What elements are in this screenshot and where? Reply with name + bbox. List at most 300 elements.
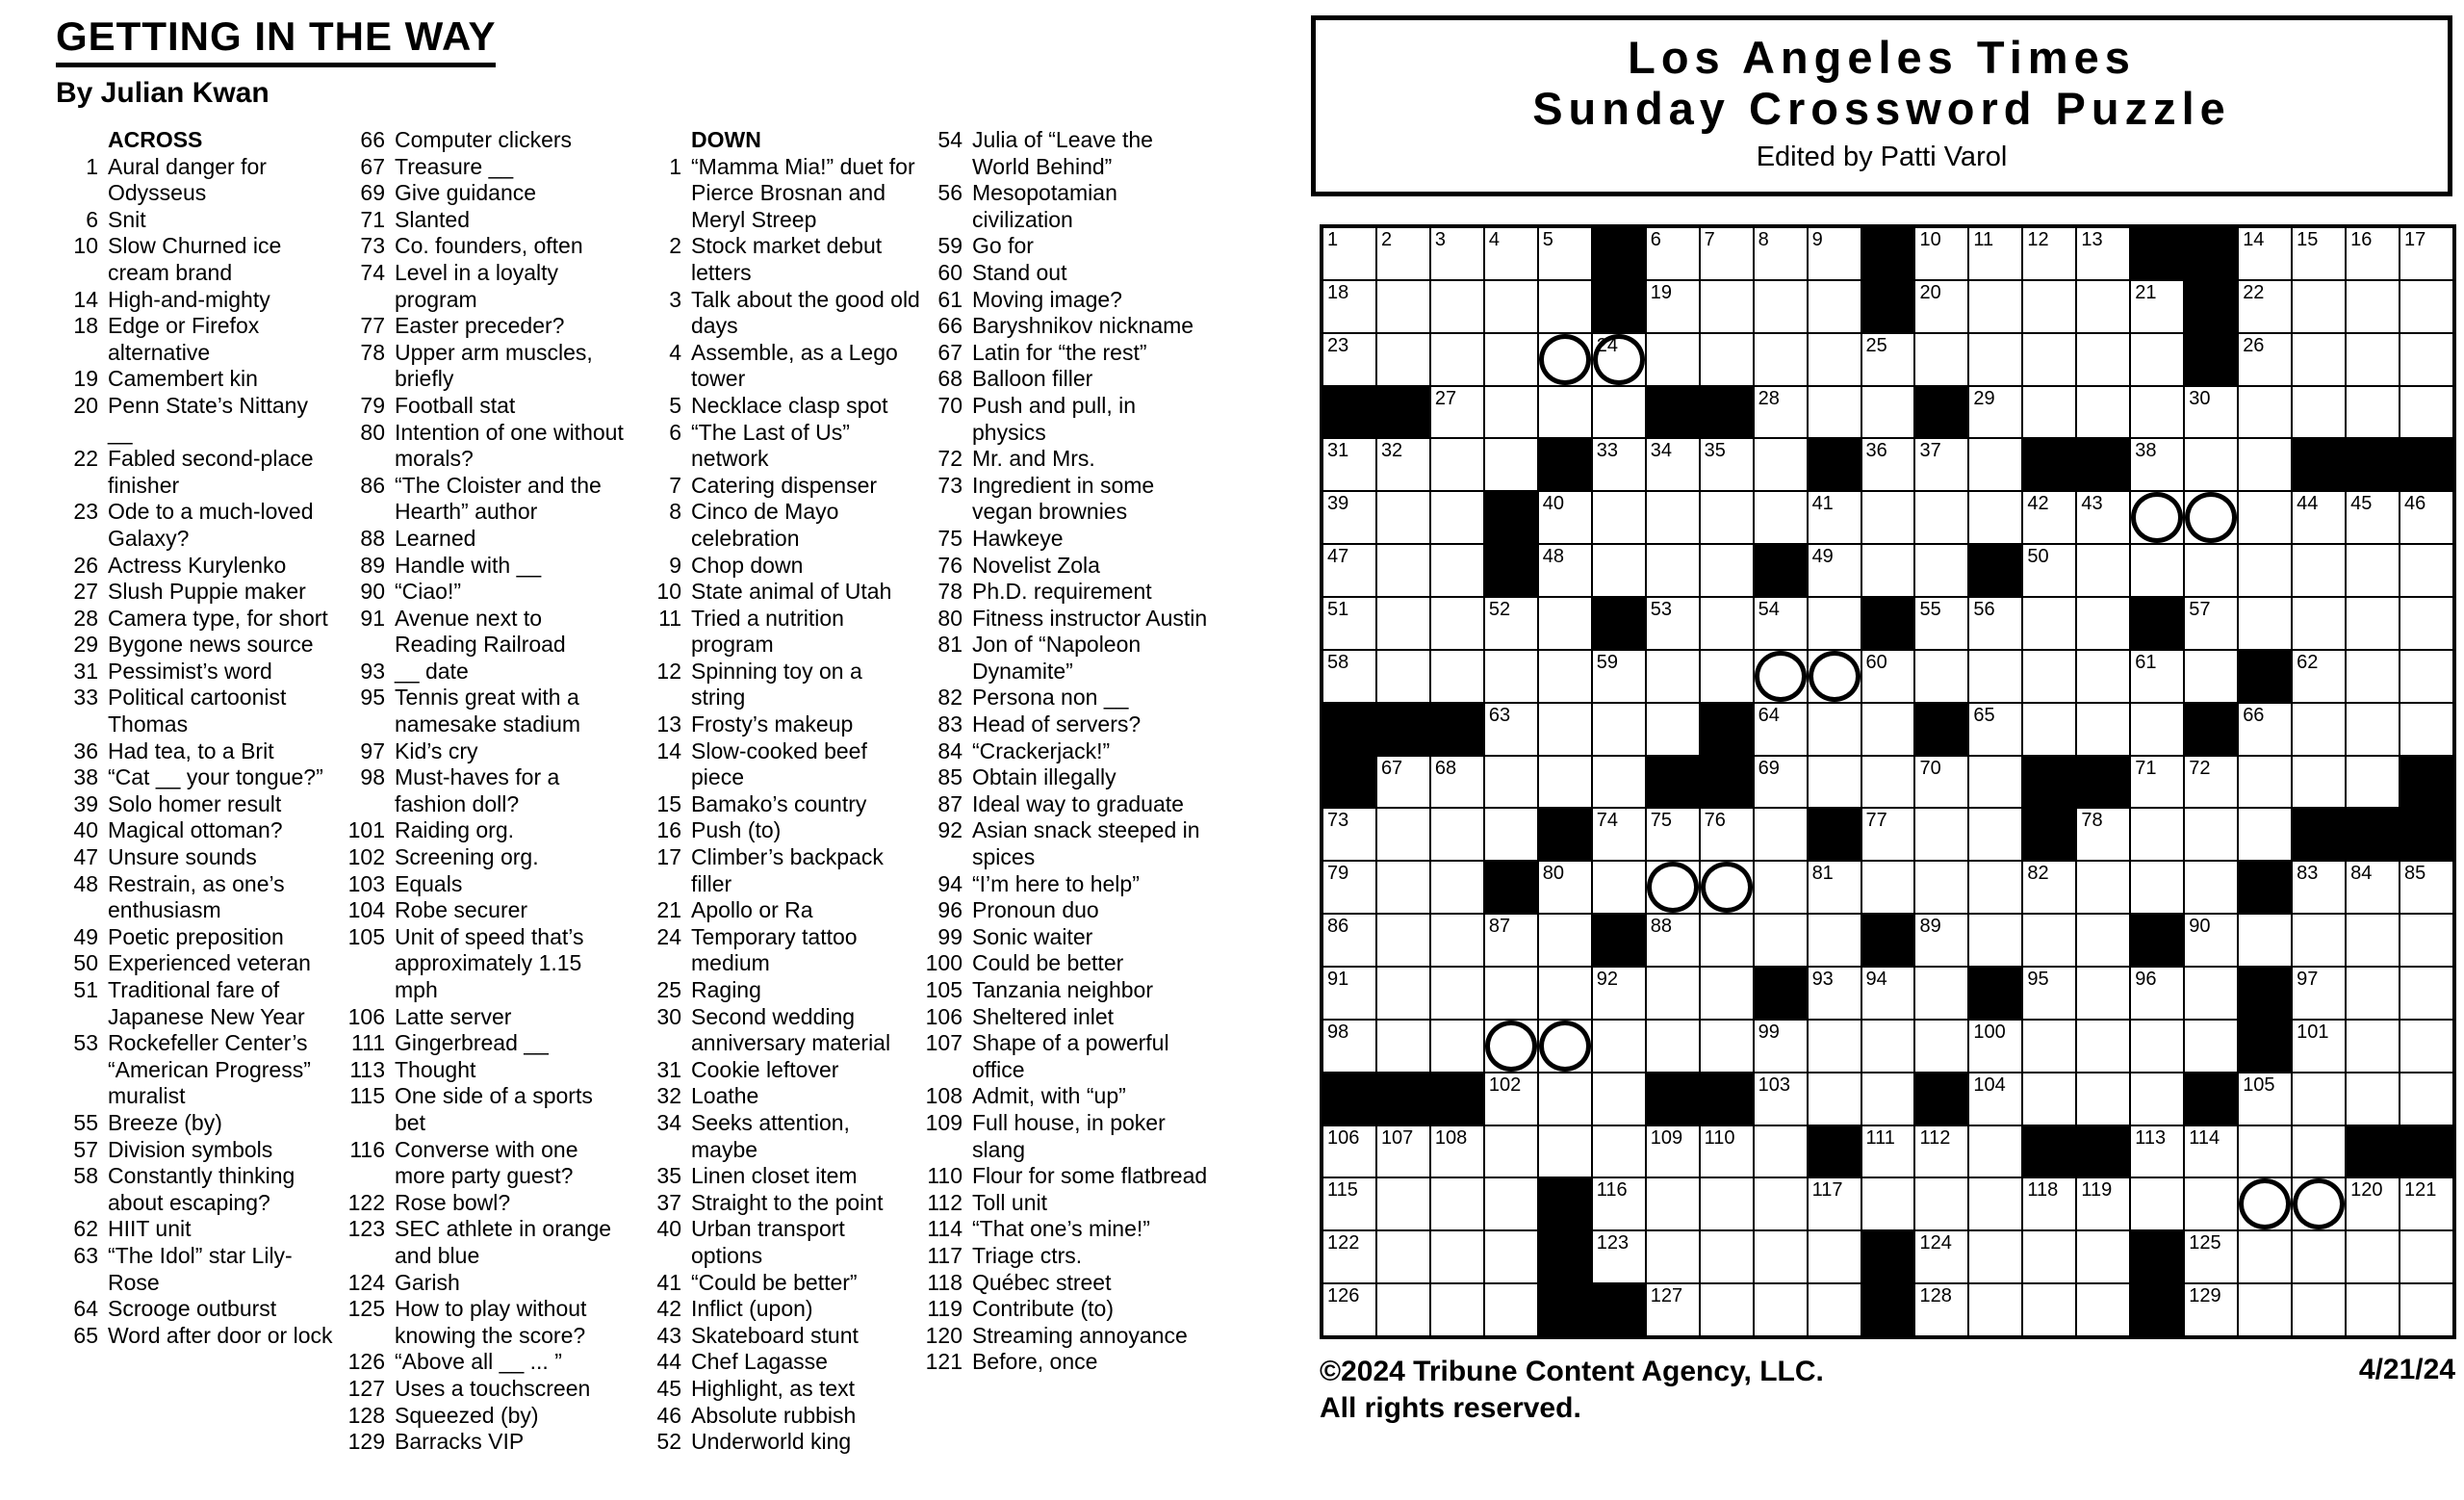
grid-cell[interactable] [2076, 914, 2130, 967]
grid-cell[interactable] [1376, 544, 1430, 597]
grid-cell[interactable] [1861, 756, 1915, 809]
grid-cell[interactable] [2292, 1283, 2346, 1336]
grid-cell[interactable] [1968, 703, 2022, 756]
grid-cell[interactable] [1914, 1177, 1968, 1230]
grid-cell[interactable] [1968, 861, 2022, 914]
grid-cell[interactable] [1484, 1020, 1538, 1073]
grid-cell[interactable] [1808, 1230, 1861, 1283]
grid-cell[interactable] [1592, 1020, 1646, 1073]
grid-cell[interactable] [2292, 544, 2346, 597]
grid-cell[interactable] [1861, 967, 1915, 1020]
grid-cell[interactable] [1484, 438, 1538, 491]
grid-cell[interactable] [1538, 597, 1592, 650]
grid-cell[interactable] [1646, 650, 1700, 703]
grid-cell[interactable] [1592, 1177, 1646, 1230]
grid-cell[interactable] [1808, 861, 1861, 914]
grid-cell[interactable] [2130, 1177, 2184, 1230]
grid-cell[interactable] [1484, 386, 1538, 439]
grid-cell[interactable] [1861, 386, 1915, 439]
grid-cell[interactable] [1968, 333, 2022, 386]
grid-cell[interactable] [2346, 544, 2400, 597]
grid-cell[interactable] [1968, 756, 2022, 809]
grid-cell[interactable] [1968, 597, 2022, 650]
grid-cell[interactable] [1861, 333, 1915, 386]
grid-cell[interactable] [2184, 650, 2238, 703]
grid-cell[interactable] [2292, 861, 2346, 914]
grid-cell[interactable] [2400, 1177, 2453, 1230]
grid-cell[interactable] [1700, 967, 1754, 1020]
grid-cell[interactable] [2346, 597, 2400, 650]
grid-cell[interactable] [2184, 914, 2238, 967]
grid-cell[interactable] [2346, 227, 2400, 280]
grid-cell[interactable] [1646, 1283, 1700, 1336]
grid-cell[interactable] [1700, 1283, 1754, 1336]
grid-cell[interactable] [1646, 861, 1700, 914]
grid-cell[interactable] [1322, 333, 1376, 386]
grid-cell[interactable] [1376, 597, 1430, 650]
grid-cell[interactable] [1914, 650, 1968, 703]
grid-cell[interactable] [2022, 861, 2076, 914]
grid-cell[interactable] [1808, 1073, 1861, 1125]
grid-cell[interactable] [1861, 1125, 1915, 1178]
grid-cell[interactable] [1808, 280, 1861, 333]
grid-cell[interactable] [1914, 914, 1968, 967]
grid-cell[interactable] [1754, 1020, 1808, 1073]
grid-cell[interactable] [2022, 1230, 2076, 1283]
grid-cell[interactable] [1322, 808, 1376, 861]
grid-cell[interactable] [1808, 967, 1861, 1020]
grid-cell[interactable] [1322, 1230, 1376, 1283]
grid-cell[interactable] [1700, 491, 1754, 544]
grid-cell[interactable] [2346, 491, 2400, 544]
grid-cell[interactable] [1538, 280, 1592, 333]
grid-cell[interactable] [2184, 597, 2238, 650]
grid-cell[interactable] [2292, 1177, 2346, 1230]
grid-cell[interactable] [2130, 1020, 2184, 1073]
grid-cell[interactable] [1322, 1020, 1376, 1073]
grid-cell[interactable] [1914, 808, 1968, 861]
grid-cell[interactable] [1808, 756, 1861, 809]
grid-cell[interactable] [2022, 227, 2076, 280]
grid-cell[interactable] [2400, 967, 2453, 1020]
grid-cell[interactable] [2346, 1020, 2400, 1073]
grid-cell[interactable] [1700, 1230, 1754, 1283]
grid-cell[interactable] [2184, 1177, 2238, 1230]
grid-cell[interactable] [1700, 914, 1754, 967]
grid-cell[interactable] [2238, 227, 2292, 280]
grid-cell[interactable] [1376, 438, 1430, 491]
grid-cell[interactable] [1754, 597, 1808, 650]
grid-cell[interactable] [1322, 1283, 1376, 1336]
grid-cell[interactable] [1484, 703, 1538, 756]
grid-cell[interactable] [2346, 756, 2400, 809]
grid-cell[interactable] [1592, 386, 1646, 439]
grid-cell[interactable] [1322, 1125, 1376, 1178]
grid-cell[interactable] [2238, 1230, 2292, 1283]
grid-cell[interactable] [1646, 703, 1700, 756]
grid-cell[interactable] [2292, 1230, 2346, 1283]
grid-cell[interactable] [2400, 1073, 2453, 1125]
grid-cell[interactable] [1376, 1230, 1430, 1283]
grid-cell[interactable] [1592, 333, 1646, 386]
grid-cell[interactable] [1484, 756, 1538, 809]
grid-cell[interactable] [2238, 438, 2292, 491]
grid-cell[interactable] [1430, 808, 1484, 861]
grid-cell[interactable] [2076, 703, 2130, 756]
grid-cell[interactable] [2292, 333, 2346, 386]
grid-cell[interactable] [2400, 386, 2453, 439]
grid-cell[interactable] [2130, 650, 2184, 703]
grid-cell[interactable] [1968, 438, 2022, 491]
grid-cell[interactable] [2238, 808, 2292, 861]
grid-cell[interactable] [2076, 808, 2130, 861]
grid-cell[interactable] [1430, 914, 1484, 967]
grid-cell[interactable] [1646, 808, 1700, 861]
grid-cell[interactable] [1430, 967, 1484, 1020]
grid-cell[interactable] [1968, 650, 2022, 703]
grid-cell[interactable] [2130, 861, 2184, 914]
grid-cell[interactable] [1700, 1020, 1754, 1073]
grid-cell[interactable] [1808, 227, 1861, 280]
grid-cell[interactable] [1968, 227, 2022, 280]
grid-cell[interactable] [1914, 861, 1968, 914]
grid-cell[interactable] [1700, 650, 1754, 703]
grid-cell[interactable] [2184, 1283, 2238, 1336]
grid-cell[interactable] [1484, 1230, 1538, 1283]
grid-cell[interactable] [1376, 227, 1430, 280]
grid-cell[interactable] [1538, 1073, 1592, 1125]
grid-cell[interactable] [1430, 386, 1484, 439]
grid-cell[interactable] [1700, 544, 1754, 597]
grid-cell[interactable] [2076, 1020, 2130, 1073]
grid-cell[interactable] [1754, 333, 1808, 386]
grid-cell[interactable] [1430, 1230, 1484, 1283]
grid-cell[interactable] [1322, 491, 1376, 544]
grid-cell[interactable] [1754, 1125, 1808, 1178]
grid-cell[interactable] [1968, 914, 2022, 967]
grid-cell[interactable] [1484, 650, 1538, 703]
grid-cell[interactable] [1700, 438, 1754, 491]
grid-cell[interactable] [2400, 650, 2453, 703]
grid-cell[interactable] [2292, 967, 2346, 1020]
grid-cell[interactable] [2400, 491, 2453, 544]
grid-cell[interactable] [1914, 1283, 1968, 1336]
grid-cell[interactable] [2076, 491, 2130, 544]
grid-cell[interactable] [1700, 1125, 1754, 1178]
grid-cell[interactable] [1484, 333, 1538, 386]
grid-cell[interactable] [1700, 1177, 1754, 1230]
grid-cell[interactable] [1430, 227, 1484, 280]
grid-cell[interactable] [1376, 1283, 1430, 1336]
grid-cell[interactable] [2022, 1073, 2076, 1125]
grid-cell[interactable] [1914, 1230, 1968, 1283]
grid-cell[interactable] [1430, 438, 1484, 491]
grid-cell[interactable] [1754, 1283, 1808, 1336]
grid-cell[interactable] [1646, 280, 1700, 333]
grid-cell[interactable] [2346, 650, 2400, 703]
grid-cell[interactable] [1861, 438, 1915, 491]
grid-cell[interactable] [2292, 227, 2346, 280]
grid-cell[interactable] [1700, 808, 1754, 861]
grid-cell[interactable] [2238, 1177, 2292, 1230]
grid-cell[interactable] [1322, 280, 1376, 333]
grid-cell[interactable] [1322, 914, 1376, 967]
grid-cell[interactable] [2184, 756, 2238, 809]
grid-cell[interactable] [1430, 756, 1484, 809]
grid-cell[interactable] [1808, 1177, 1861, 1230]
grid-cell[interactable] [1808, 703, 1861, 756]
grid-cell[interactable] [1592, 756, 1646, 809]
grid-cell[interactable] [2292, 1073, 2346, 1125]
grid-cell[interactable] [1754, 650, 1808, 703]
grid-cell[interactable] [1484, 227, 1538, 280]
grid-cell[interactable] [1861, 650, 1915, 703]
grid-cell[interactable] [1376, 1177, 1430, 1230]
grid-cell[interactable] [1808, 386, 1861, 439]
grid-cell[interactable] [2400, 861, 2453, 914]
grid-cell[interactable] [1914, 967, 1968, 1020]
grid-cell[interactable] [1914, 491, 1968, 544]
grid-cell[interactable] [2184, 1125, 2238, 1178]
grid-cell[interactable] [2076, 227, 2130, 280]
grid-cell[interactable] [1914, 544, 1968, 597]
grid-cell[interactable] [1322, 1177, 1376, 1230]
grid-cell[interactable] [2130, 386, 2184, 439]
grid-cell[interactable] [1808, 914, 1861, 967]
grid-cell[interactable] [2292, 914, 2346, 967]
grid-cell[interactable] [2076, 1073, 2130, 1125]
grid-cell[interactable] [2238, 1125, 2292, 1178]
grid-cell[interactable] [1861, 1177, 1915, 1230]
grid-cell[interactable] [2346, 1073, 2400, 1125]
grid-cell[interactable] [2346, 703, 2400, 756]
grid-cell[interactable] [2184, 438, 2238, 491]
grid-cell[interactable] [1538, 386, 1592, 439]
grid-cell[interactable] [1538, 914, 1592, 967]
grid-cell[interactable] [1484, 914, 1538, 967]
grid-cell[interactable] [2238, 914, 2292, 967]
grid-cell[interactable] [2292, 1125, 2346, 1178]
grid-cell[interactable] [1430, 333, 1484, 386]
grid-cell[interactable] [1861, 491, 1915, 544]
grid-cell[interactable] [1322, 438, 1376, 491]
grid-cell[interactable] [1538, 491, 1592, 544]
grid-cell[interactable] [2022, 280, 2076, 333]
grid-cell[interactable] [1700, 861, 1754, 914]
grid-cell[interactable] [1376, 333, 1430, 386]
grid-cell[interactable] [1376, 1125, 1430, 1178]
grid-cell[interactable] [1430, 491, 1484, 544]
grid-cell[interactable] [1968, 1020, 2022, 1073]
grid-cell[interactable] [2184, 808, 2238, 861]
grid-cell[interactable] [1592, 1073, 1646, 1125]
grid-cell[interactable] [1592, 808, 1646, 861]
grid-cell[interactable] [2076, 280, 2130, 333]
grid-cell[interactable] [1376, 914, 1430, 967]
grid-cell[interactable] [1808, 1283, 1861, 1336]
grid-cell[interactable] [1538, 544, 1592, 597]
grid-cell[interactable] [2130, 1125, 2184, 1178]
grid-cell[interactable] [1914, 597, 1968, 650]
grid-cell[interactable] [1968, 808, 2022, 861]
grid-cell[interactable] [1861, 703, 1915, 756]
grid-cell[interactable] [2238, 1073, 2292, 1125]
grid-cell[interactable] [1646, 333, 1700, 386]
grid-cell[interactable] [1861, 1020, 1915, 1073]
grid-cell[interactable] [1754, 808, 1808, 861]
grid-cell[interactable] [1430, 544, 1484, 597]
grid-cell[interactable] [1646, 967, 1700, 1020]
grid-cell[interactable] [2346, 1230, 2400, 1283]
grid-cell[interactable] [1538, 1125, 1592, 1178]
grid-cell[interactable] [1376, 491, 1430, 544]
grid-cell[interactable] [1808, 491, 1861, 544]
grid-cell[interactable] [2022, 333, 2076, 386]
grid-cell[interactable] [2184, 491, 2238, 544]
grid-cell[interactable] [1592, 1125, 1646, 1178]
grid-cell[interactable] [2292, 597, 2346, 650]
grid-cell[interactable] [2076, 386, 2130, 439]
grid-cell[interactable] [2184, 1230, 2238, 1283]
grid-cell[interactable] [1484, 1283, 1538, 1336]
grid-cell[interactable] [2184, 1020, 2238, 1073]
grid-cell[interactable] [2130, 491, 2184, 544]
grid-cell[interactable] [1538, 967, 1592, 1020]
grid-cell[interactable] [1484, 967, 1538, 1020]
grid-cell[interactable] [2022, 597, 2076, 650]
grid-cell[interactable] [1430, 280, 1484, 333]
grid-cell[interactable] [1376, 808, 1430, 861]
grid-cell[interactable] [2022, 914, 2076, 967]
grid-cell[interactable] [1646, 1230, 1700, 1283]
grid-cell[interactable] [1861, 1073, 1915, 1125]
grid-cell[interactable] [1754, 914, 1808, 967]
grid-cell[interactable] [1808, 544, 1861, 597]
grid-cell[interactable] [2076, 544, 2130, 597]
grid-cell[interactable] [1322, 650, 1376, 703]
grid-cell[interactable] [2346, 386, 2400, 439]
grid-cell[interactable] [2346, 1283, 2400, 1336]
grid-cell[interactable] [2292, 703, 2346, 756]
grid-cell[interactable] [1592, 967, 1646, 1020]
grid-cell[interactable] [2076, 1283, 2130, 1336]
grid-cell[interactable] [1376, 1020, 1430, 1073]
grid-cell[interactable] [1430, 1020, 1484, 1073]
grid-cell[interactable] [2130, 967, 2184, 1020]
grid-cell[interactable] [1754, 438, 1808, 491]
grid-cell[interactable] [1430, 597, 1484, 650]
grid-cell[interactable] [1538, 333, 1592, 386]
grid-cell[interactable] [1754, 861, 1808, 914]
grid-cell[interactable] [2400, 914, 2453, 967]
grid-cell[interactable] [1968, 491, 2022, 544]
grid-cell[interactable] [2400, 597, 2453, 650]
grid-cell[interactable] [2022, 1020, 2076, 1073]
grid-cell[interactable] [1754, 227, 1808, 280]
grid-cell[interactable] [1646, 491, 1700, 544]
grid-cell[interactable] [1754, 280, 1808, 333]
grid-cell[interactable] [1700, 280, 1754, 333]
grid-cell[interactable] [1538, 703, 1592, 756]
grid-cell[interactable] [1914, 227, 1968, 280]
grid-cell[interactable] [1646, 1177, 1700, 1230]
grid-cell[interactable] [1914, 438, 1968, 491]
grid-cell[interactable] [1968, 1283, 2022, 1336]
grid-cell[interactable] [1808, 650, 1861, 703]
grid-cell[interactable] [2346, 280, 2400, 333]
grid-cell[interactable] [2184, 544, 2238, 597]
grid-cell[interactable] [1484, 1125, 1538, 1178]
grid-cell[interactable] [2346, 967, 2400, 1020]
grid-cell[interactable] [1700, 597, 1754, 650]
grid-cell[interactable] [1322, 227, 1376, 280]
grid-cell[interactable] [2346, 914, 2400, 967]
grid-cell[interactable] [1754, 491, 1808, 544]
grid-cell[interactable] [1592, 1230, 1646, 1283]
grid-cell[interactable] [2022, 703, 2076, 756]
grid-cell[interactable] [1430, 861, 1484, 914]
grid-cell[interactable] [2238, 756, 2292, 809]
grid-cell[interactable] [1808, 597, 1861, 650]
grid-cell[interactable] [2022, 967, 2076, 1020]
grid-cell[interactable] [2130, 808, 2184, 861]
grid-cell[interactable] [1376, 756, 1430, 809]
grid-cell[interactable] [2076, 861, 2130, 914]
grid-cell[interactable] [1754, 703, 1808, 756]
grid-cell[interactable] [2184, 386, 2238, 439]
grid-cell[interactable] [1754, 1230, 1808, 1283]
grid-cell[interactable] [2400, 280, 2453, 333]
grid-cell[interactable] [1484, 1073, 1538, 1125]
grid-cell[interactable] [1430, 1177, 1484, 1230]
grid-cell[interactable] [2346, 1177, 2400, 1230]
grid-cell[interactable] [1646, 914, 1700, 967]
grid-cell[interactable] [2130, 438, 2184, 491]
grid-cell[interactable] [1592, 703, 1646, 756]
grid-cell[interactable] [2292, 756, 2346, 809]
grid-cell[interactable] [2400, 544, 2453, 597]
grid-cell[interactable] [2400, 333, 2453, 386]
grid-cell[interactable] [1430, 650, 1484, 703]
grid-cell[interactable] [2292, 650, 2346, 703]
grid-cell[interactable] [1484, 280, 1538, 333]
grid-cell[interactable] [2238, 703, 2292, 756]
grid-cell[interactable] [1376, 861, 1430, 914]
grid-cell[interactable] [1538, 1020, 1592, 1073]
grid-cell[interactable] [1592, 544, 1646, 597]
grid-cell[interactable] [2076, 967, 2130, 1020]
grid-cell[interactable] [1646, 227, 1700, 280]
grid-cell[interactable] [2130, 280, 2184, 333]
grid-cell[interactable] [1861, 861, 1915, 914]
grid-cell[interactable] [2130, 703, 2184, 756]
grid-cell[interactable] [1700, 333, 1754, 386]
grid-cell[interactable] [2292, 386, 2346, 439]
grid-cell[interactable] [2346, 333, 2400, 386]
grid-cell[interactable] [2238, 597, 2292, 650]
grid-cell[interactable] [2292, 491, 2346, 544]
grid-cell[interactable] [1808, 1020, 1861, 1073]
grid-cell[interactable] [1592, 861, 1646, 914]
grid-cell[interactable] [2076, 1230, 2130, 1283]
grid-cell[interactable] [1754, 386, 1808, 439]
grid-cell[interactable] [1484, 597, 1538, 650]
grid-cell[interactable] [2022, 650, 2076, 703]
grid-cell[interactable] [1538, 861, 1592, 914]
grid-cell[interactable] [1592, 650, 1646, 703]
grid-cell[interactable] [1914, 333, 1968, 386]
grid-cell[interactable] [2292, 1020, 2346, 1073]
